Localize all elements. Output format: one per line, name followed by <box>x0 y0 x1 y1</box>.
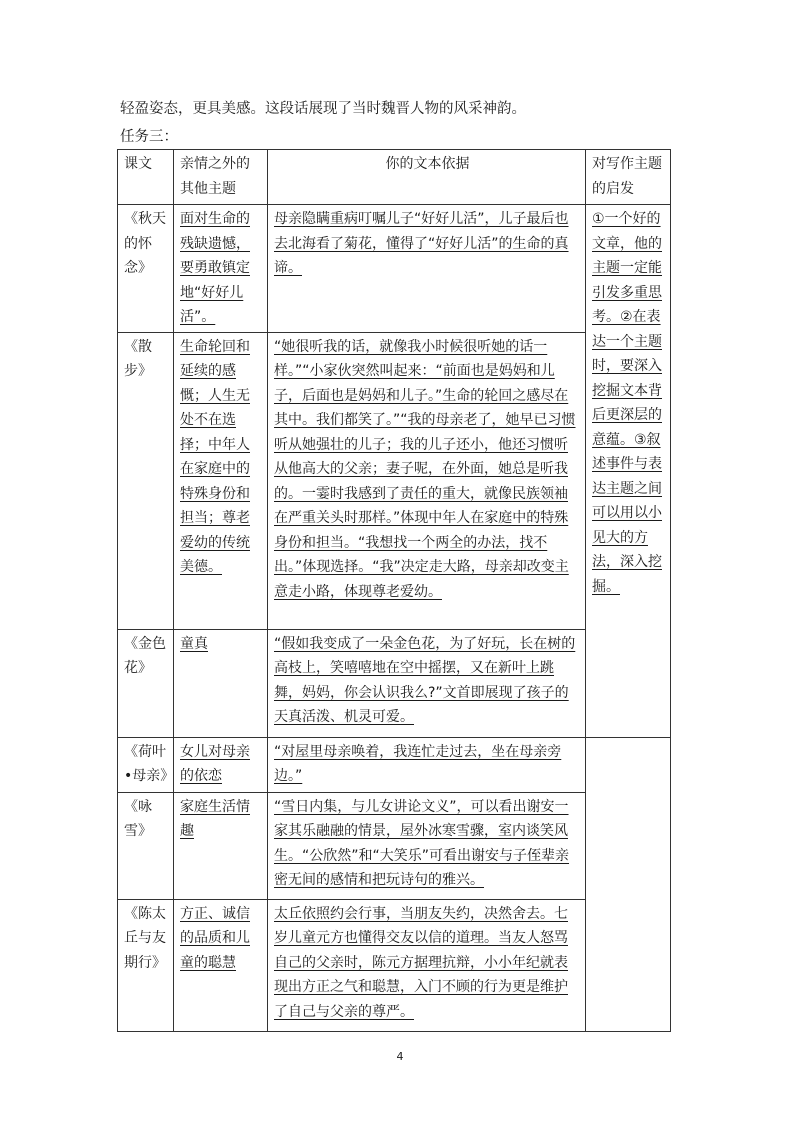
theme-cell: 家庭生活情趣 <box>174 792 268 899</box>
page-number: 4 <box>396 1050 404 1063</box>
evidence-cell: 太丘依照约会行事，当朋友失约，决然舍去。七岁儿童元方也懂得交友以信的道理。当友人怒骂自己的父亲时，陈元方据理抗辩，小小年纪就表现出方正之气和聪慧，入门不顾的行为更是维护了自己与父亲的尊严。 <box>268 899 586 1031</box>
course-cell: 《荷叶•母亲》 <box>118 737 174 792</box>
course-cell: 《散步》 <box>118 332 174 629</box>
evidence-cell: 母亲隐瞒重病叮嘱儿子“好好儿活”，儿子最后也去北海看了菊花，懂得了“好好儿活”的生命的真谛。 <box>268 205 586 333</box>
theme-cell: 面对生命的残缺遗憾，要勇敢镇定地“好好儿活”。 <box>174 205 268 333</box>
header-course: 课文 <box>118 150 174 205</box>
theme-cell: 童真 <box>174 629 268 737</box>
table-header-row <box>118 150 671 205</box>
course-cell: 《秋天的怀念》 <box>118 205 174 333</box>
course-cell: 《金色花》 <box>118 629 174 737</box>
inspiration-empty-cell <box>586 737 671 1031</box>
evidence-cell: “雪日内集，与儿女讲论文义”，可以看出谢安一家其乐融融的情景，屋外冰寒雪骤，室内谈笑风生。“公欣然”和“大笑乐”可看出谢安与子侄辈亲密无间的感情和把玩诗句的雅兴。 <box>268 792 586 899</box>
intro-text: 轻盈姿态，更具美感。这段话展现了当时魏晋人物的风采神韵。 <box>120 101 526 117</box>
evidence-cell: “她很听我的话，就像我小时候很听她的话一样。”“小家伙突然叫起来：“前面也是妈妈和儿子，后面也是妈妈和儿子。”生命的轮回之感尽在其中。我们都笑了。”“我的母亲老了，她早已习惯听从她强壮的儿子；我的儿子还小，他还习惯听从他高大的父亲；妻子呢，在外面，她总是听我的。一霎时我感到了责任的重大，就像民族领袖在严重关头时那样。”体现中年人在家庭中的特殊身份和担当。“我想找一个两全的办法，找不出。”体现选择。“我”决定走大路，母亲却改变主意走小路，体现尊老爱幼。 <box>268 332 586 629</box>
header-inspiration: 对写作主题的启发 <box>586 150 671 205</box>
task-label: 任务三： <box>120 129 178 145</box>
table-row <box>118 737 671 792</box>
course-cell: 《陈太丘与友期行》 <box>118 899 174 1031</box>
course-cell: 《咏雪》 <box>118 792 174 899</box>
theme-cell: 生命轮回和延续的感慨；人生无处不在选择；中年人在家庭中的特殊身份和担当；尊老爱幼的传统美德。 <box>174 332 268 629</box>
literature-table <box>117 149 671 1032</box>
table-row <box>118 205 671 333</box>
header-theme: 亲情之外的其他主题 <box>174 150 268 205</box>
header-evidence: 你的文本依据 <box>268 150 586 205</box>
evidence-cell: “对屋里母亲唤着，我连忙走过去，坐在母亲旁边。” <box>268 737 586 792</box>
theme-cell: 方正、诚信的品质和儿童的聪慧 <box>174 899 268 1031</box>
theme-cell: 女儿对母亲的依恋 <box>174 737 268 792</box>
inspiration-cell: ①一个好的文章，他的主题一定能引发多重思考。②在表达一个主题时，要深入挖掘文本背后更深层的意蕴。③叙述事件与表达主题之间可以用以小见大的方法，深入挖掘。 <box>586 205 671 738</box>
evidence-cell: “假如我变成了一朵金色花，为了好玩，长在树的高枝上，笑嘻嘻地在空中摇摆，又在新叶上跳舞，妈妈，你会认识我么?”文首即展现了孩子的天真活泼、机灵可爱。 <box>268 629 586 737</box>
